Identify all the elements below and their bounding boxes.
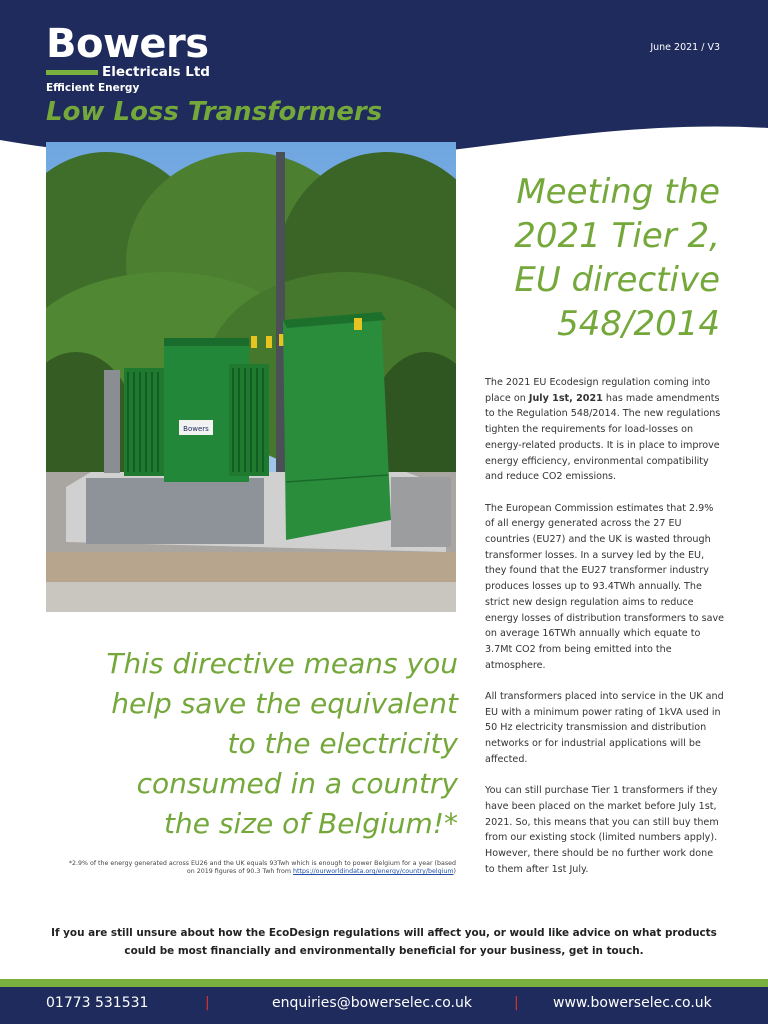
- footnote-line-1: *2.9% of the energy generated across EU26 and the UK equals 93Twh which is enough to power Belgium for a year (based: [68, 860, 456, 867]
- logo-subtitle: Electricals Ltd: [102, 64, 210, 80]
- call-to-action: [40, 924, 728, 960]
- quote-line: the size of Belgium!*: [164, 807, 458, 840]
- cta-line-2: could be most financially and environmentally beneficial for your business, get in touch.: [124, 945, 644, 957]
- footnote-source-link[interactable]: https://ourworldindata.org/energy/country/belgium: [293, 868, 454, 875]
- paragraph-4: You can still purchase Tier 1 transformers if they have been placed on the market before July 1st, 2021. So, this means that you can still buy them from our existing stock (limited numbers apply). However, there should be no further work done to them after 1st July.: [485, 785, 719, 875]
- footnote: [46, 860, 456, 876]
- footer-stripe: [0, 979, 768, 987]
- footnote-close: ): [453, 868, 456, 875]
- logo-tagline: Efficient Energy: [46, 82, 140, 94]
- paragraph-2: The European Commission estimates that 2.9% of all energy generated across the 27 EU countries (EU27) and the UK is wasted through transformer losses. In a survey led by the EU, they found that the EU27 transformer industry produces losses up to 93.4TWh annually. The strict new design regulation aims to reduce energy losses of distribution transformers to save on average 16TWh annually which equate to 3.7Mt CO2 from being emitted into the atmosphere.: [485, 502, 725, 671]
- nameplate-label: Bowers: [183, 425, 209, 433]
- logo-accent-bar: [46, 70, 98, 75]
- footer-phone[interactable]: 01773 531531: [46, 995, 149, 1011]
- cta-line-1: If you are still unsure about how the EcoDesign regulations will affect you, or would like advice on what products: [51, 927, 717, 939]
- transformer-photo: [46, 142, 456, 612]
- headline: [470, 170, 720, 346]
- footer-email[interactable]: enquiries@bowerselec.co.uk: [272, 995, 472, 1011]
- quote-line: help save the equivalent: [111, 687, 458, 720]
- footnote-source-text: on 2019 figures of 90.3 Twh from: [186, 868, 294, 875]
- headline-line: Meeting the: [516, 172, 720, 212]
- logo-name: Bowers: [46, 21, 209, 67]
- pull-quote: [46, 644, 458, 844]
- headline-line: 2021 Tier 2,: [514, 216, 720, 256]
- product-title: Low Loss Transformers: [46, 97, 383, 127]
- company-logo: [46, 22, 221, 95]
- paragraph-3: All transformers placed into service in the UK and EU with a minimum power rating of 1kVA used in 50 Hz electricity transmission and distribution networks or for industrial applications will be affected.: [485, 691, 724, 765]
- body-text: [485, 375, 725, 893]
- document-date: June 2021 / V3: [650, 42, 720, 53]
- paragraph-1-date: July 1st, 2021: [528, 392, 603, 404]
- paragraph-1: [485, 375, 725, 485]
- quote-line: This directive means you: [106, 647, 458, 680]
- headline-line: EU directive: [514, 260, 720, 300]
- footnote-line-2: [46, 868, 456, 876]
- paragraph-1-end: has made amendments to the Regulation 548/2014. The new regulations tighten the requirements for load-losses on energy-related products. It is in place to improve energy efficiency, environmental compatibility and reduce CO2 emissions.: [485, 392, 721, 483]
- footer-separator: |: [514, 995, 519, 1011]
- quote-line: consumed in a country: [136, 767, 458, 800]
- footer-website[interactable]: www.bowerselec.co.uk: [553, 995, 712, 1011]
- headline-line: 548/2014: [557, 304, 720, 344]
- quote-line: to the electricity: [227, 727, 458, 760]
- footer-separator: |: [205, 995, 210, 1011]
- paragraph-1-start: The 2021 EU Ecodesign regulation coming into place on: [485, 377, 711, 404]
- footer: [0, 987, 768, 1024]
